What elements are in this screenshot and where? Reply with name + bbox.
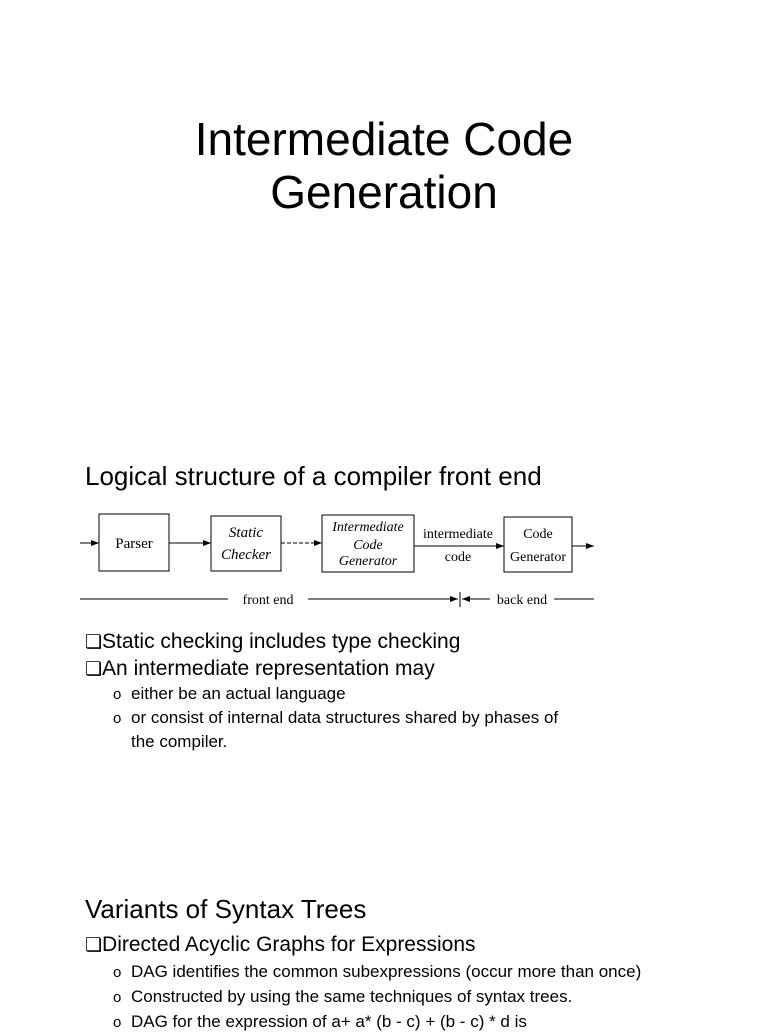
title-line-2: Generation	[270, 166, 498, 218]
compiler-front-end-diagram	[78, 510, 608, 615]
bullet-box-icon: ❏	[85, 632, 103, 653]
back-end-label: back end	[496, 593, 548, 608]
sub-bullet-continuation: the compiler.	[131, 732, 228, 751]
sub-bullet-dag-construction: o Constructed by using the same techniques of syntax trees.	[113, 985, 131, 1010]
static-checker-label-1: Static	[228, 525, 264, 541]
circle-bullet-icon: o	[113, 964, 122, 981]
slide-title	[0, 113, 768, 219]
front-end-label: front end	[242, 593, 294, 608]
syntax-trees-heading: Variants of Syntax Trees	[85, 894, 367, 924]
circle-bullet-icon: o	[113, 710, 122, 727]
icg-label-3: Generator	[338, 554, 398, 569]
code-generator-label-2: Generator	[510, 550, 566, 565]
bullet-dag: ❏Directed Acyclic Graphs for Expressions	[85, 932, 476, 959]
compiler-structure-heading: Logical structure of a compiler front end	[85, 461, 542, 491]
circle-bullet-icon: o	[113, 989, 122, 1006]
bullet-static-checking: ❏Static checking includes type checking	[85, 629, 460, 656]
sub-bullet-dag-expression: o DAG for the expression of a+ a* (b - c) + (b - c) * d is	[113, 1010, 131, 1035]
intermediate-code-label-1: intermediate	[423, 527, 493, 542]
circle-bullet-icon: o	[113, 1014, 122, 1031]
sub-bullet-internal-data-structures: o or consist of internal data structures shared by phases of	[113, 706, 131, 731]
icg-label-2: Code	[353, 538, 383, 553]
sub-bullet-actual-language: o either be an actual language	[113, 682, 131, 707]
bullet-box-icon: ❏	[85, 659, 103, 680]
title-line-1: Intermediate Code	[194, 113, 574, 165]
circle-bullet-icon: o	[113, 686, 122, 703]
parser-label: Parser	[115, 536, 153, 552]
static-checker-label-2: Checker	[221, 547, 271, 563]
intermediate-code-label-2: code	[444, 550, 472, 565]
sub-bullet-dag-common-subexpressions: o DAG identifies the common subexpressions (occur more than once)	[113, 960, 131, 985]
bullet-box-icon: ❏	[85, 935, 103, 956]
code-generator-label-1: Code	[523, 527, 553, 542]
bullet-intermediate-representation: ❏An intermediate representation may	[85, 656, 435, 683]
icg-label-1: Intermediate	[332, 520, 404, 535]
